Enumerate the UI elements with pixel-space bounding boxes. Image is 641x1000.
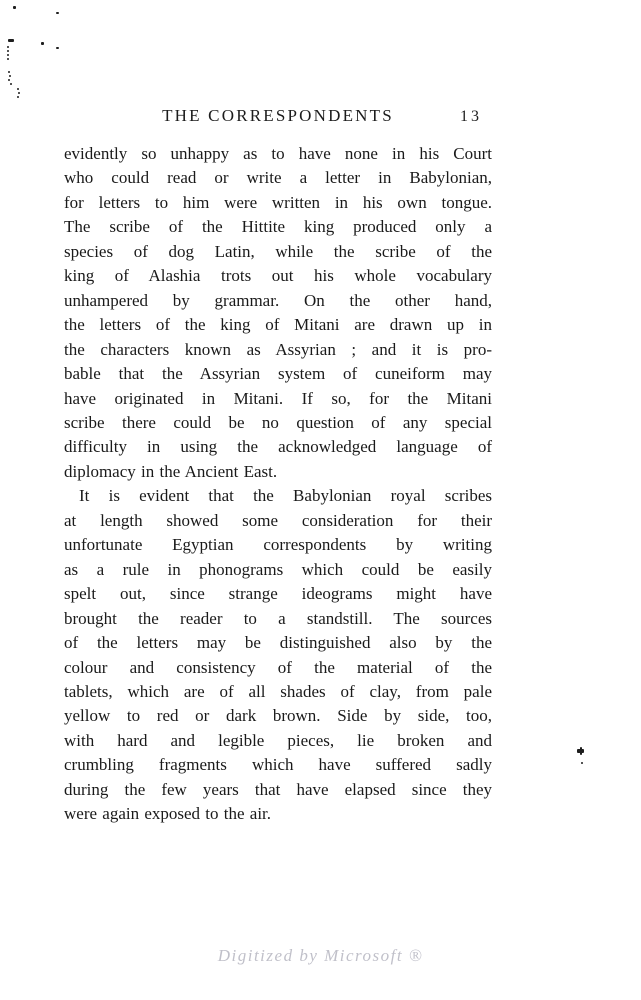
scan-speck: [7, 46, 9, 48]
scan-speck: [18, 92, 20, 94]
page-title: THE CORRESPONDENTS: [162, 106, 394, 125]
text-line: for letters to him were written in his own tongue.: [64, 192, 492, 212]
text-line: bable that the Assyrian system of cuneiform may: [64, 364, 492, 384]
text-line: diplomacy in the Ancient East.: [64, 461, 278, 481]
scan-speck: [56, 12, 59, 14]
page-body: [64, 142, 492, 827]
scan-speck: [41, 42, 44, 45]
scan-speck: [7, 58, 9, 60]
scan-speck: [8, 71, 10, 73]
text-line: at length showed some consideration for their: [64, 510, 492, 530]
text-line: have originated in Mitani. If so, for the Mitani: [64, 388, 492, 408]
text-line: spelt out, since strange ideograms might have: [64, 584, 492, 604]
text-line: difficulty in using the acknowledged language of: [64, 437, 492, 457]
scan-speck: [17, 96, 19, 98]
page-number: 13: [460, 108, 482, 125]
text-line: species of dog Latin, while the scribe of the: [64, 241, 492, 261]
text-line: The scribe of the Hittite king produced only a: [64, 217, 492, 237]
scan-speck: [13, 6, 16, 9]
text-line: of the letters may be distinguished also by the: [64, 633, 492, 653]
text-line: unfortunate Egyptian correspondents by writing: [64, 535, 492, 555]
text-line: It is evident that the Babylonian royal scribes: [79, 486, 492, 506]
text-line: evidently so unhappy as to have none in his Court: [64, 144, 492, 163]
running-header: [64, 106, 492, 130]
scan-speck: [8, 79, 10, 81]
text-line: during the few years that have elapsed since they: [64, 779, 492, 799]
text-line: the letters of the king of Mitani are drawn up in: [64, 315, 492, 335]
scan-speck: [17, 88, 19, 90]
scan-speck: [8, 39, 14, 42]
text-line: were again exposed to the air.: [64, 804, 272, 824]
scan-speck: [10, 83, 12, 85]
text-line: as a rule in phonograms which could be easily: [64, 559, 492, 579]
text-line: brought the reader to a standstill. The sources: [64, 608, 492, 628]
text-line: tablets, which are of all shades of clay, from pale: [64, 681, 492, 701]
scan-speck: [56, 47, 59, 49]
text-line: scribe there could be no question of any special: [64, 412, 492, 432]
text-line: crumbling fragments which have suffered sadly: [64, 755, 492, 775]
text-line: yellow to red or dark brown. Side by side, too,: [64, 706, 492, 726]
scan-speck: [7, 50, 9, 52]
text-line: unhampered by grammar. On the other hand,: [64, 290, 492, 310]
text-line: king of Alashia trots out his whole vocabulary: [64, 266, 492, 286]
text-line: who could read or write a letter in Babylonian,: [64, 168, 492, 188]
scan-speck: [581, 762, 583, 764]
text-line: with hard and legible pieces, lie broken and: [64, 730, 492, 750]
text-line: colour and consistency of the material of the: [64, 657, 492, 677]
scan-speck: [9, 75, 11, 77]
scan-speck: [580, 747, 582, 755]
scan-speck: [7, 54, 9, 56]
text-line: the characters known as Assyrian ; and it is pro-: [64, 339, 492, 359]
watermark: Digitized by Microsoft ®: [217, 946, 424, 965]
